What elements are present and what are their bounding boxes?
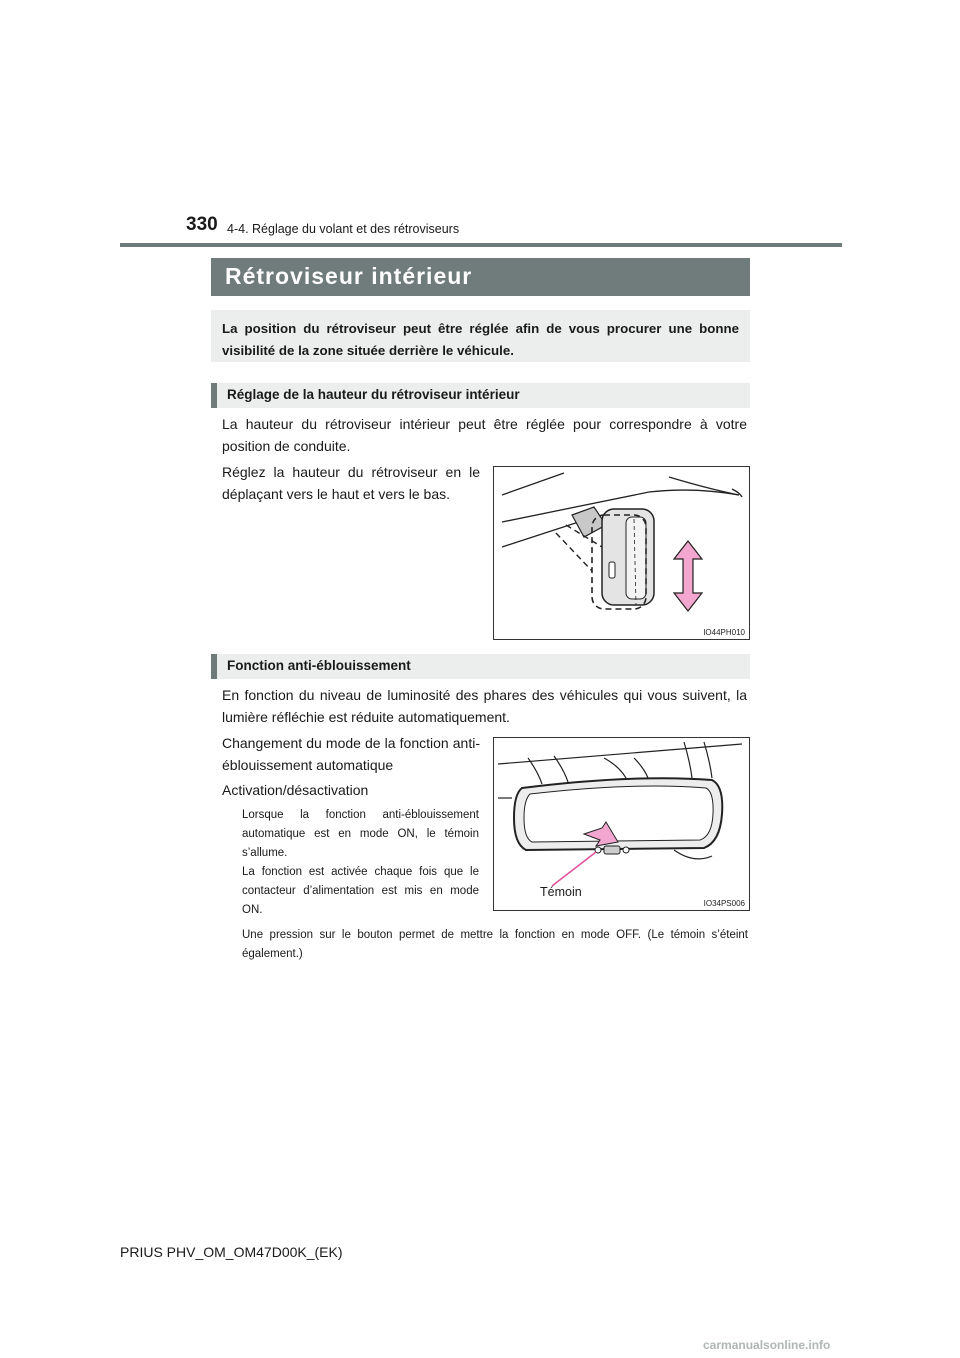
figure-mirror-height <box>493 466 750 640</box>
antiglare-note-2: La fonction est activée chaque fois que le contacteur d’alimentation est mis en mode ON. <box>242 866 479 916</box>
figure-anti-glare <box>493 737 750 911</box>
subheading-height-adjust <box>211 383 750 408</box>
antiglare-note-3: Une pression sur le bouton permet de mettre la fonction en mode OFF. (Le témoin s’éteint également.) <box>242 929 748 960</box>
antiglare-para-1: En fonction du niveau de luminosité des phares des véhicules qui vous suivent, la lumière réfléchie est réduite automatiquement. <box>222 687 747 725</box>
subheading-text: Fonction anti-éblouissement <box>227 658 411 673</box>
header-rule <box>120 243 842 247</box>
height-para-2: Réglez la hauteur du rétroviseur en le déplaçant vers le haut et vers le bas. <box>222 464 480 502</box>
footer-doc-code: PRIUS PHV_OM_OM47D00K_(EK) <box>120 1244 343 1260</box>
antiglare-para-2: Changement du mode de la fonction anti-éblouissement automatique <box>222 735 480 773</box>
chapter-title: 4-4. Réglage du volant et des rétroviseurs <box>227 222 460 236</box>
intro-text: La position du rétroviseur peut être réglée afin de vous procurer une bonne visibilité de la zone située derrière le véhicule. <box>222 321 739 358</box>
page-number: 330 <box>186 214 218 235</box>
subheading-text: Réglage de la hauteur du rétroviseur intérieur <box>227 387 520 402</box>
height-para-1: La hauteur du rétroviseur intérieur peut être réglée pour correspondre à votre position de conduite. <box>222 416 747 454</box>
figure-code: IO34PS006 <box>703 899 745 908</box>
antiglare-para-3: Activation/désactivation <box>222 782 369 798</box>
subheading-anti-glare <box>211 654 750 679</box>
antiglare-note-1: Lorsque la fonction anti-éblouissement automatique est en mode ON, le témoin s’allume. <box>242 809 479 859</box>
section-title-bar <box>211 258 750 296</box>
section-title: Rétroviseur intérieur <box>225 263 473 289</box>
intro-box <box>211 310 750 362</box>
figure-code: IO44PH010 <box>703 628 745 637</box>
mirror-height-illustration <box>494 467 751 641</box>
watermark: carmanualsonline.info <box>703 1338 831 1352</box>
temoin-label: Témoin <box>540 885 582 899</box>
anti-glare-mirror-illustration <box>494 738 751 912</box>
